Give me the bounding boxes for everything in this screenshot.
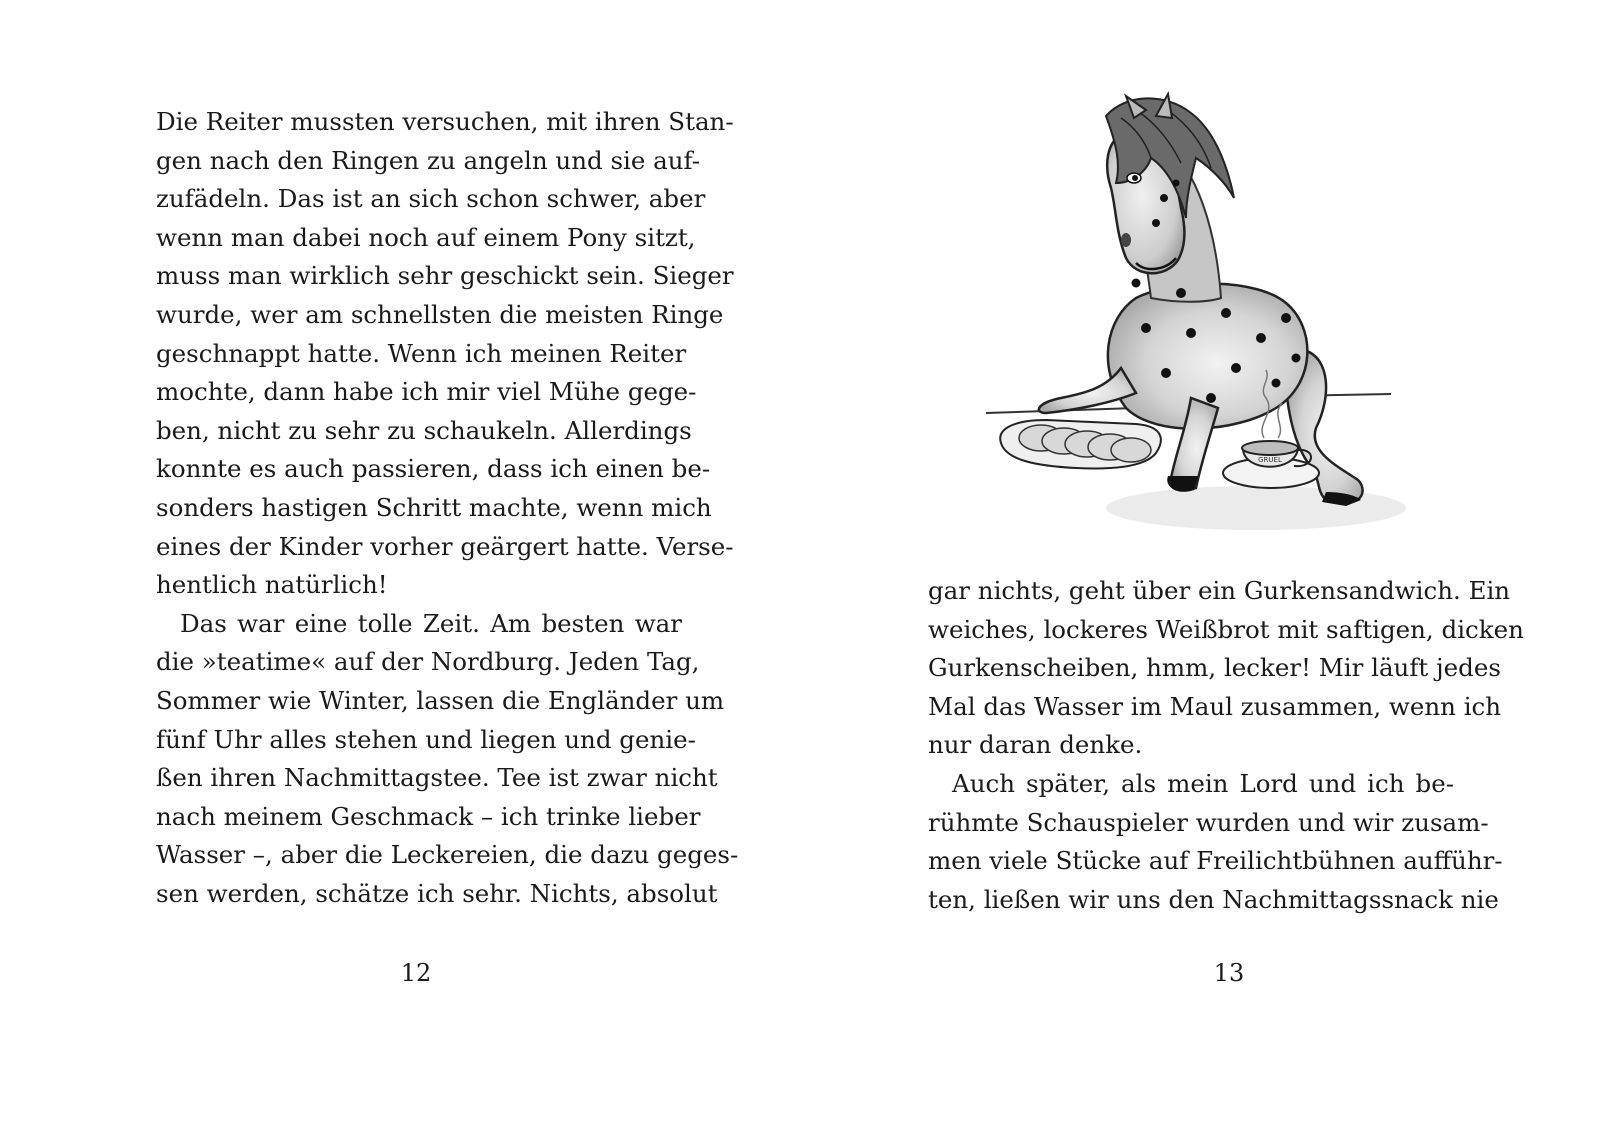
text-line: Gurkenscheiben, hmm, lecker! Mir läuft jedes: [928, 653, 1501, 683]
text-line: nur daran denke.: [928, 730, 1143, 760]
text-line: geschnappt hatte. Wenn ich meinen Reiter: [156, 338, 687, 368]
text-line: mochte, dann habe ich mir viel Mühe gege-: [156, 377, 697, 407]
text-line: sonders hastigen Schritt machte, wenn mich: [156, 492, 712, 522]
cup-label: GRUEL: [1258, 456, 1282, 464]
text-line: wurde, wer am schnellsten die meisten Ringe: [156, 299, 724, 329]
text-line: gen nach den Ringen zu angeln und sie auf-: [156, 145, 701, 175]
text-line: eines der Kinder vorher geärgert hatte. Verse-: [156, 531, 734, 561]
text-line: wenn man dabei noch auf einem Pony sitzt,: [156, 222, 696, 252]
text-line: ßen ihren Nachmittagstee. Tee ist zwar nicht: [156, 763, 718, 793]
text-line: weiches, lockeres Weißbrot mit saftigen, dicken: [928, 614, 1524, 644]
pony-teatime-illustration-icon: [986, 88, 1406, 543]
text-line: Sommer wie Winter, lassen die Engländer um: [156, 685, 725, 715]
text-line: Wasser –, aber die Leckereien, die dazu geges-: [156, 840, 739, 870]
text-line: nach meinem Geschmack – ich trinke lieber: [156, 801, 701, 831]
right-page-text: [928, 572, 1524, 919]
text-line: die »teatime« auf der Nordburg. Jeden Tag,: [156, 647, 700, 677]
text-line: Mal das Wasser im Maul zusammen, wenn ich: [928, 691, 1502, 721]
text-line: konnte es auch passieren, dass ich einen be-: [156, 454, 711, 484]
text-line: ben, nicht zu sehr zu schaukeln. Allerdings: [156, 415, 692, 445]
text-line: Das war eine tolle Zeit. Am besten war: [180, 608, 682, 638]
text-line: Die Reiter mussten versuchen, mit ihren Stan-: [156, 107, 734, 136]
left-page-text: [156, 103, 739, 913]
text-line: fünf Uhr alles stehen und liegen und genie-: [156, 724, 696, 754]
text-line: Auch später, als mein Lord und ich be-: [952, 768, 1454, 798]
text-line: rühmte Schauspieler wurden und wir zusam-: [928, 807, 1489, 837]
right-page: [800, 0, 1600, 1130]
page-number: 12: [400, 959, 432, 987]
text-line: zufädeln. Das ist an sich schon schwer, aber: [156, 184, 706, 214]
text-line: men viele Stücke auf Freilichtbühnen aufführ-: [928, 846, 1503, 876]
text-line: hentlich natürlich!: [156, 570, 388, 600]
text-line: sen werden, schätze ich sehr. Nichts, absolut: [156, 878, 718, 908]
text-line: ten, ließen wir uns den Nachmittagssnack nie: [928, 884, 1499, 914]
text-line: gar nichts, geht über ein Gurkensandwich. Ein: [928, 576, 1511, 605]
text-line: muss man wirklich sehr geschickt sein. Sieger: [156, 261, 734, 291]
page-number: 13: [1213, 959, 1245, 987]
